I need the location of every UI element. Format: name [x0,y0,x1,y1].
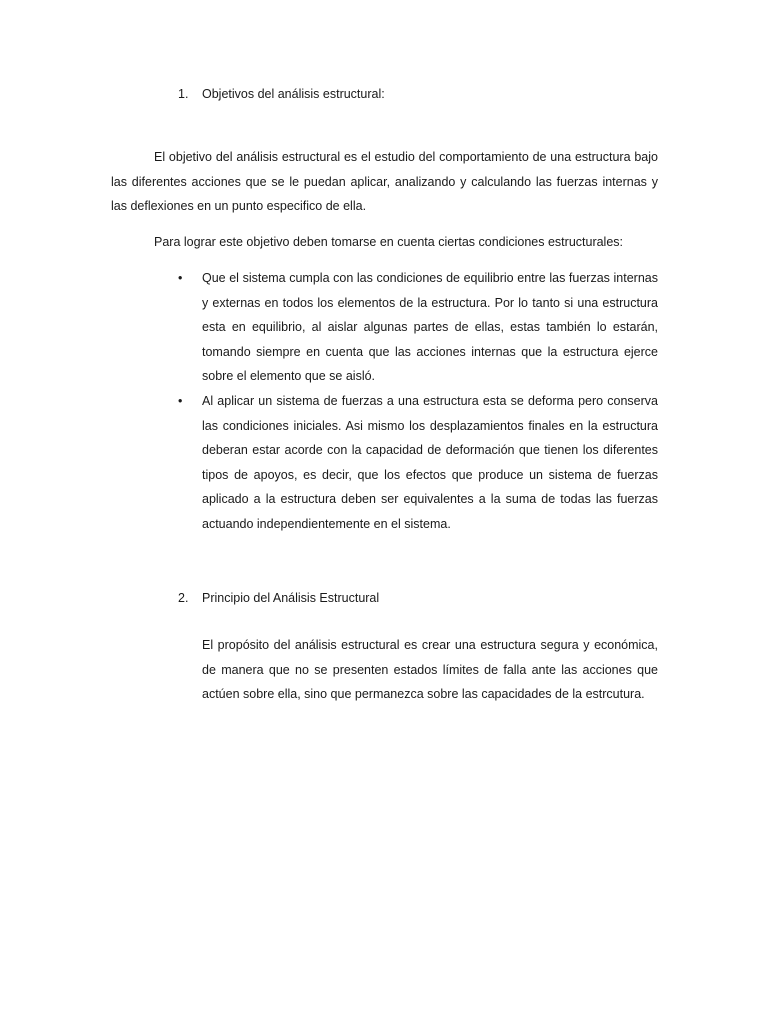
list-item [176,389,658,537]
section-1-heading [178,86,385,102]
list-item-text: Al aplicar un sistema de fuerzas a una estructura esta se deforma pero conserva las condiciones iniciales. Asi mismo los desplazamientos finales en la estructura deberan estar acorde con la capacidad de deformación que tienen los diferentes tipos de apoyos, es decir, que los efectos que produce un sistema de fuerzas aplicado a la estructura deben ser equivalentes a la suma de todas las fuerzas actuando independientemente en el sistema. [202,393,658,531]
bullet-icon: • [178,271,183,285]
section-1-title: Objetivos del análisis estructural: [202,87,385,101]
list-item [176,266,658,389]
section-1-paragraph-2: Para lograr este objetivo deben tomarse en cuenta ciertas condiciones estructurales: [154,235,624,249]
bullet-icon: • [178,393,183,408]
section-2-title: Principio del Análisis Estructural [202,591,380,605]
list-item-text: Que el sistema cumpla con las condiciones de equilibrio entre las fuerzas internas y externas en todos los elementos de la estructura. Por lo tanto si una estructura esta en equilibrio, al aislar algunas partes de ellas, estas también lo estarán, tomando siempre en cuenta que las acciones internas que la estructura ejerce sobre el elemento que se aisló. [202,271,658,384]
section-2-heading [178,590,379,606]
section-1-number: 1. [178,87,189,101]
section-1-paragraph-1: El objetivo del análisis estructural es el estudio del comportamiento de una estructura bajo las diferentes acciones que se le puedan aplicar, analizando y calculando las fuerzas internas y las deflexiones en un punto especifico de ella. [111,150,658,214]
section-2-paragraph: El propósito del análisis estructural es crear una estructura segura y económica, de manera que no se presenten estados límites de falla ante las acciones que actúen sobre ella, sino que permanezca sobre las capacidades de la estrcutura. [202,638,658,702]
section-2-number: 2. [178,591,189,605]
conditions-list [176,266,658,537]
